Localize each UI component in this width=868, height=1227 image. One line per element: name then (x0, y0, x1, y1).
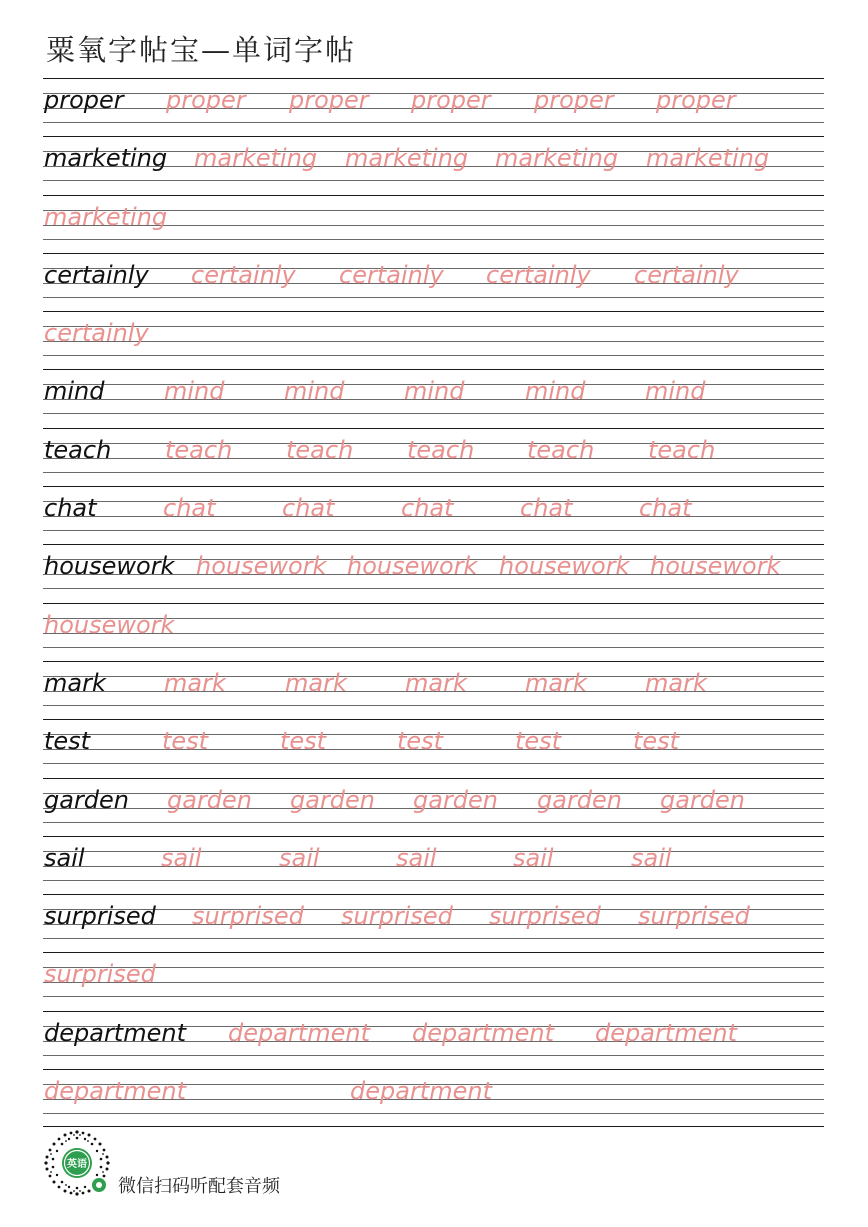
practice-row (43, 661, 824, 719)
trace-word: mind (525, 377, 586, 406)
trace-word: certainly (44, 319, 149, 348)
trace-word: housework (650, 552, 781, 581)
audio-footer (42, 1128, 342, 1198)
trace-word: proper (289, 86, 369, 114)
trace-word: mark (285, 668, 347, 697)
trace-word: marketing (646, 144, 770, 173)
trace-word: chat (401, 494, 454, 523)
trace-word: surprised (341, 902, 453, 931)
trace-word: surprised (638, 902, 750, 931)
trace-word: garden (290, 785, 376, 814)
trace-word: proper (411, 86, 491, 114)
practice-row (43, 428, 824, 486)
guide-line (43, 180, 824, 181)
practice-row (43, 952, 824, 1010)
trace-word: department (412, 1018, 554, 1047)
practice-row (43, 486, 824, 544)
trace-word: mind (164, 377, 225, 406)
trace-word: surprised (489, 902, 601, 931)
qr-code-icon[interactable] (42, 1128, 112, 1198)
audio-caption: 微信扫码听配套音频 (118, 1176, 280, 1197)
practice-row (43, 778, 824, 836)
trace-word: housework (44, 610, 175, 639)
trace-word: proper (166, 86, 246, 114)
trace-word: teach (165, 435, 233, 464)
trace-word: certainly (486, 260, 591, 289)
guide-line (43, 967, 824, 968)
guide-line (43, 122, 824, 123)
guide-line (43, 326, 824, 327)
guide-line (43, 938, 824, 939)
practice-row (43, 544, 824, 602)
trace-word: mark (645, 668, 707, 697)
trace-word: department (228, 1018, 370, 1047)
trace-word: test (162, 727, 209, 756)
practice-row (43, 78, 824, 136)
practice-row (43, 311, 824, 369)
practice-row (43, 369, 824, 427)
guide-line (43, 413, 824, 414)
model-word: mind (44, 377, 105, 406)
guide-line (43, 1055, 824, 1056)
trace-word: mind (404, 377, 465, 406)
practice-row (43, 719, 824, 777)
trace-word: department (350, 1077, 492, 1106)
guide-line (43, 705, 824, 706)
guide-line (43, 239, 824, 240)
trace-word: proper (534, 86, 614, 114)
trace-word: sail (161, 843, 202, 872)
trace-word: teach (527, 435, 595, 464)
trace-word: teach (648, 435, 716, 464)
practice-row (43, 836, 824, 894)
model-word: marketing (44, 144, 168, 173)
trace-word: marketing (44, 202, 168, 231)
trace-word: mark (525, 668, 587, 697)
guide-line (43, 647, 824, 648)
model-word: certainly (44, 260, 149, 289)
guide-line (43, 1113, 824, 1114)
trace-word: chat (163, 494, 216, 523)
practice-row (43, 195, 824, 253)
practice-row (43, 1069, 824, 1127)
trace-word: garden (660, 785, 746, 814)
guide-line (43, 355, 824, 356)
trace-word: mark (164, 668, 226, 697)
practice-row (43, 894, 824, 952)
trace-word: garden (537, 785, 623, 814)
trace-word: garden (167, 785, 253, 814)
trace-word: surprised (44, 960, 156, 989)
guide-line (43, 763, 824, 764)
trace-word: department (44, 1077, 186, 1106)
trace-word: certainly (191, 260, 296, 289)
guide-line (43, 530, 824, 531)
trace-word: mark (405, 668, 467, 697)
trace-word: marketing (194, 144, 318, 173)
model-word: proper (44, 86, 124, 114)
model-word: department (44, 1018, 186, 1047)
trace-word: housework (196, 552, 327, 581)
trace-word: marketing (495, 144, 619, 173)
trace-word: surprised (192, 902, 304, 931)
trace-word: proper (656, 86, 736, 114)
trace-word: sail (396, 843, 437, 872)
page-title: 粟氧字帖宝—单词字帖 (46, 33, 357, 67)
model-word: housework (44, 552, 175, 581)
trace-word: test (397, 727, 444, 756)
practice-row (43, 1011, 824, 1069)
trace-word: chat (639, 494, 692, 523)
trace-word: sail (631, 843, 672, 872)
trace-word: marketing (345, 144, 469, 173)
practice-sheet (43, 78, 824, 1127)
trace-word: test (515, 727, 562, 756)
trace-word: sail (279, 843, 320, 872)
trace-word: test (633, 727, 680, 756)
guide-line (43, 472, 824, 473)
trace-word: garden (413, 785, 499, 814)
trace-word: chat (520, 494, 573, 523)
model-word: test (44, 727, 91, 756)
guide-line (43, 996, 824, 997)
trace-word: teach (286, 435, 354, 464)
guide-line (43, 822, 824, 823)
trace-word: sail (513, 843, 554, 872)
trace-word: housework (347, 552, 478, 581)
guide-line (43, 588, 824, 589)
model-word: chat (44, 494, 97, 523)
trace-word: department (595, 1018, 737, 1047)
model-word: sail (44, 843, 85, 872)
trace-word: mind (284, 377, 345, 406)
practice-row (43, 136, 824, 194)
guide-line (43, 880, 824, 881)
guide-line (43, 982, 824, 983)
trace-word: teach (407, 435, 475, 464)
trace-word: chat (282, 494, 335, 523)
trace-word: housework (499, 552, 630, 581)
practice-row (43, 603, 824, 661)
model-word: mark (44, 668, 106, 697)
model-word: garden (44, 785, 130, 814)
trace-word: test (280, 727, 327, 756)
badge-text: 英语 (67, 1159, 87, 1170)
trace-word: certainly (634, 260, 739, 289)
practice-row (43, 253, 824, 311)
model-word: surprised (44, 902, 156, 931)
guide-line (43, 341, 824, 342)
model-word: teach (44, 435, 112, 464)
trace-word: certainly (339, 260, 444, 289)
trace-word: mind (645, 377, 706, 406)
guide-line (43, 297, 824, 298)
